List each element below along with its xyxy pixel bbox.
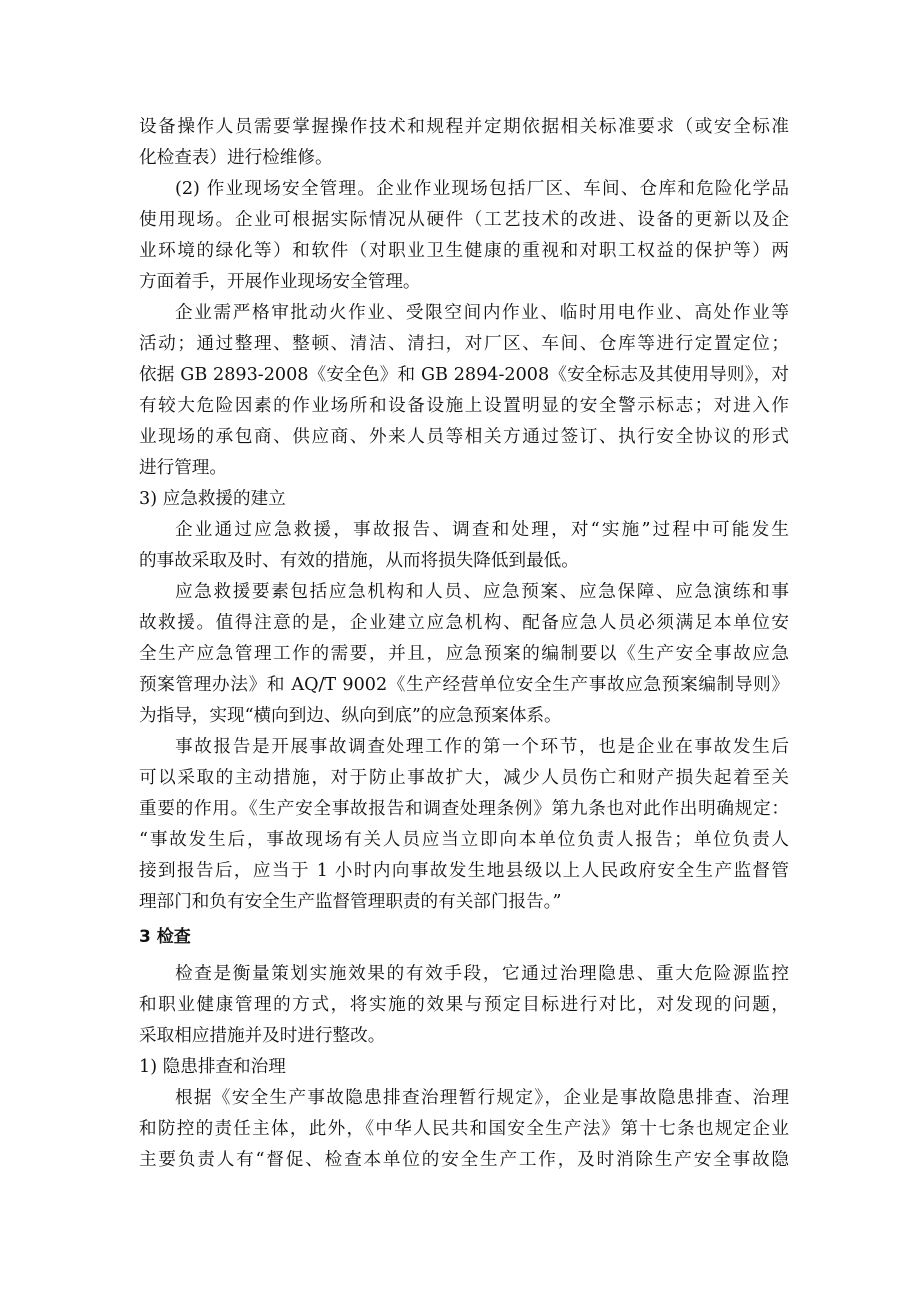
section-heading: 3 检查 [139, 927, 191, 947]
text-line: 全生产应急管理工作的需要，并且，应急预案的编制要以《生产安全事故应急 [139, 644, 789, 664]
text-line: 3) 应急救援的建立 [139, 489, 286, 509]
text-line: 设备操作人员需要掌握操作技术和规程并定期依据相关标准要求（或安全标准 [139, 117, 789, 137]
text-line: 和职业健康管理的方式，将实施的效果与预定目标进行对比，对发现的问题， [139, 995, 789, 1015]
text-line: 业环境的绿化等）和软件（对职业卫生健康的重视和对职工权益的保护等）两 [139, 241, 789, 261]
text-line: 预案管理办法》和 AQ/T 9002《生产经营单位安全生产事故应急预案编制导则》 [139, 675, 789, 695]
text-line: 依据 GB 2893-2008《安全色》和 GB 2894-2008《安全标志及其使用导则》，对 [139, 365, 789, 385]
text-line: 根据《安全生产事故隐患排查治理暂行规定》，企业是事故隐患排查、治理 [175, 1088, 789, 1108]
text-line: 企业需严格审批动火作业、受限空间内作业、临时用电作业、高处作业等 [175, 303, 789, 323]
text-line: 1) 隐患排查和治理 [139, 1057, 286, 1077]
document-body [139, 112, 789, 1176]
text-line: 理部门和负有安全生产监督管理职责的有关部门报告。” [139, 892, 562, 912]
text-line: 化检查表）进行检维修。 [139, 148, 333, 168]
text-line: 有较大危险因素的作业场所和设备设施上设置明显的安全警示标志；对进入作 [139, 396, 789, 416]
text-line: 应急救援要素包括应急机构和人员、应急预案、应急保障、应急演练和事 [175, 582, 789, 602]
text-line: “事故发生后，事故现场有关人员应当立即向本单位负责人报告；单位负责人 [139, 830, 789, 850]
text-line: 为指导，实现“横向到边、纵向到底”的应急预案体系。 [139, 706, 562, 726]
text-line: 重要的作用。《生产安全事故报告和调查处理条例》第九条也对此作出明确规定： [139, 799, 789, 819]
text-line: 进行管理。 [139, 458, 227, 478]
text-line: 可以采取的主动措施，对于防止事故扩大，减少人员伤亡和财产损失起着至关 [139, 768, 789, 788]
text-line: 使用现场。企业可根据实际情况从硬件（工艺技术的改进、设备的更新以及企 [139, 210, 789, 230]
text-line: 采取相应措施并及时进行整改。 [139, 1026, 386, 1046]
text-line: 故救援。值得注意的是，企业建立应急机构、配备应急人员必须满足本单位安 [139, 613, 789, 633]
text-block-2 [139, 959, 789, 1176]
text-line: 事故报告是开展事故调查处理工作的第一个环节，也是企业在事故发生后 [175, 737, 789, 757]
text-line: 检查是衡量策划实施效果的有效手段，它通过治理隐患、重大危险源监控 [175, 964, 789, 984]
text-block-1 [139, 112, 789, 918]
text-line: (2) 作业现场安全管理。企业作业现场包括厂区、车间、仓库和危险化学品 [175, 179, 789, 199]
text-line: 接到报告后，应当于 1 小时内向事故发生地县级以上人民政府安全生产监督管 [139, 861, 789, 881]
text-line: 活动；通过整理、整顿、清洁、清扫，对厂区、车间、仓库等进行定置定位； [139, 334, 789, 354]
text-line: 和防控的责任主体，此外，《中华人民共和国安全生产法》第十七条也规定企业 [139, 1119, 789, 1139]
text-line: 主要负责人有“督促、检查本单位的安全生产工作，及时消除生产安全事故隐 [139, 1150, 789, 1170]
text-line: 企业通过应急救援，事故报告、调查和处理，对“实施”过程中可能发生 [175, 520, 789, 540]
text-line: 业现场的承包商、供应商、外来人员等相关方通过签订、执行安全协议的形式 [139, 427, 789, 447]
text-line: 方面着手，开展作业现场安全管理。 [139, 272, 421, 292]
text-line: 的事故采取及时、有效的措施，从而将损失降低到最低。 [139, 551, 579, 571]
